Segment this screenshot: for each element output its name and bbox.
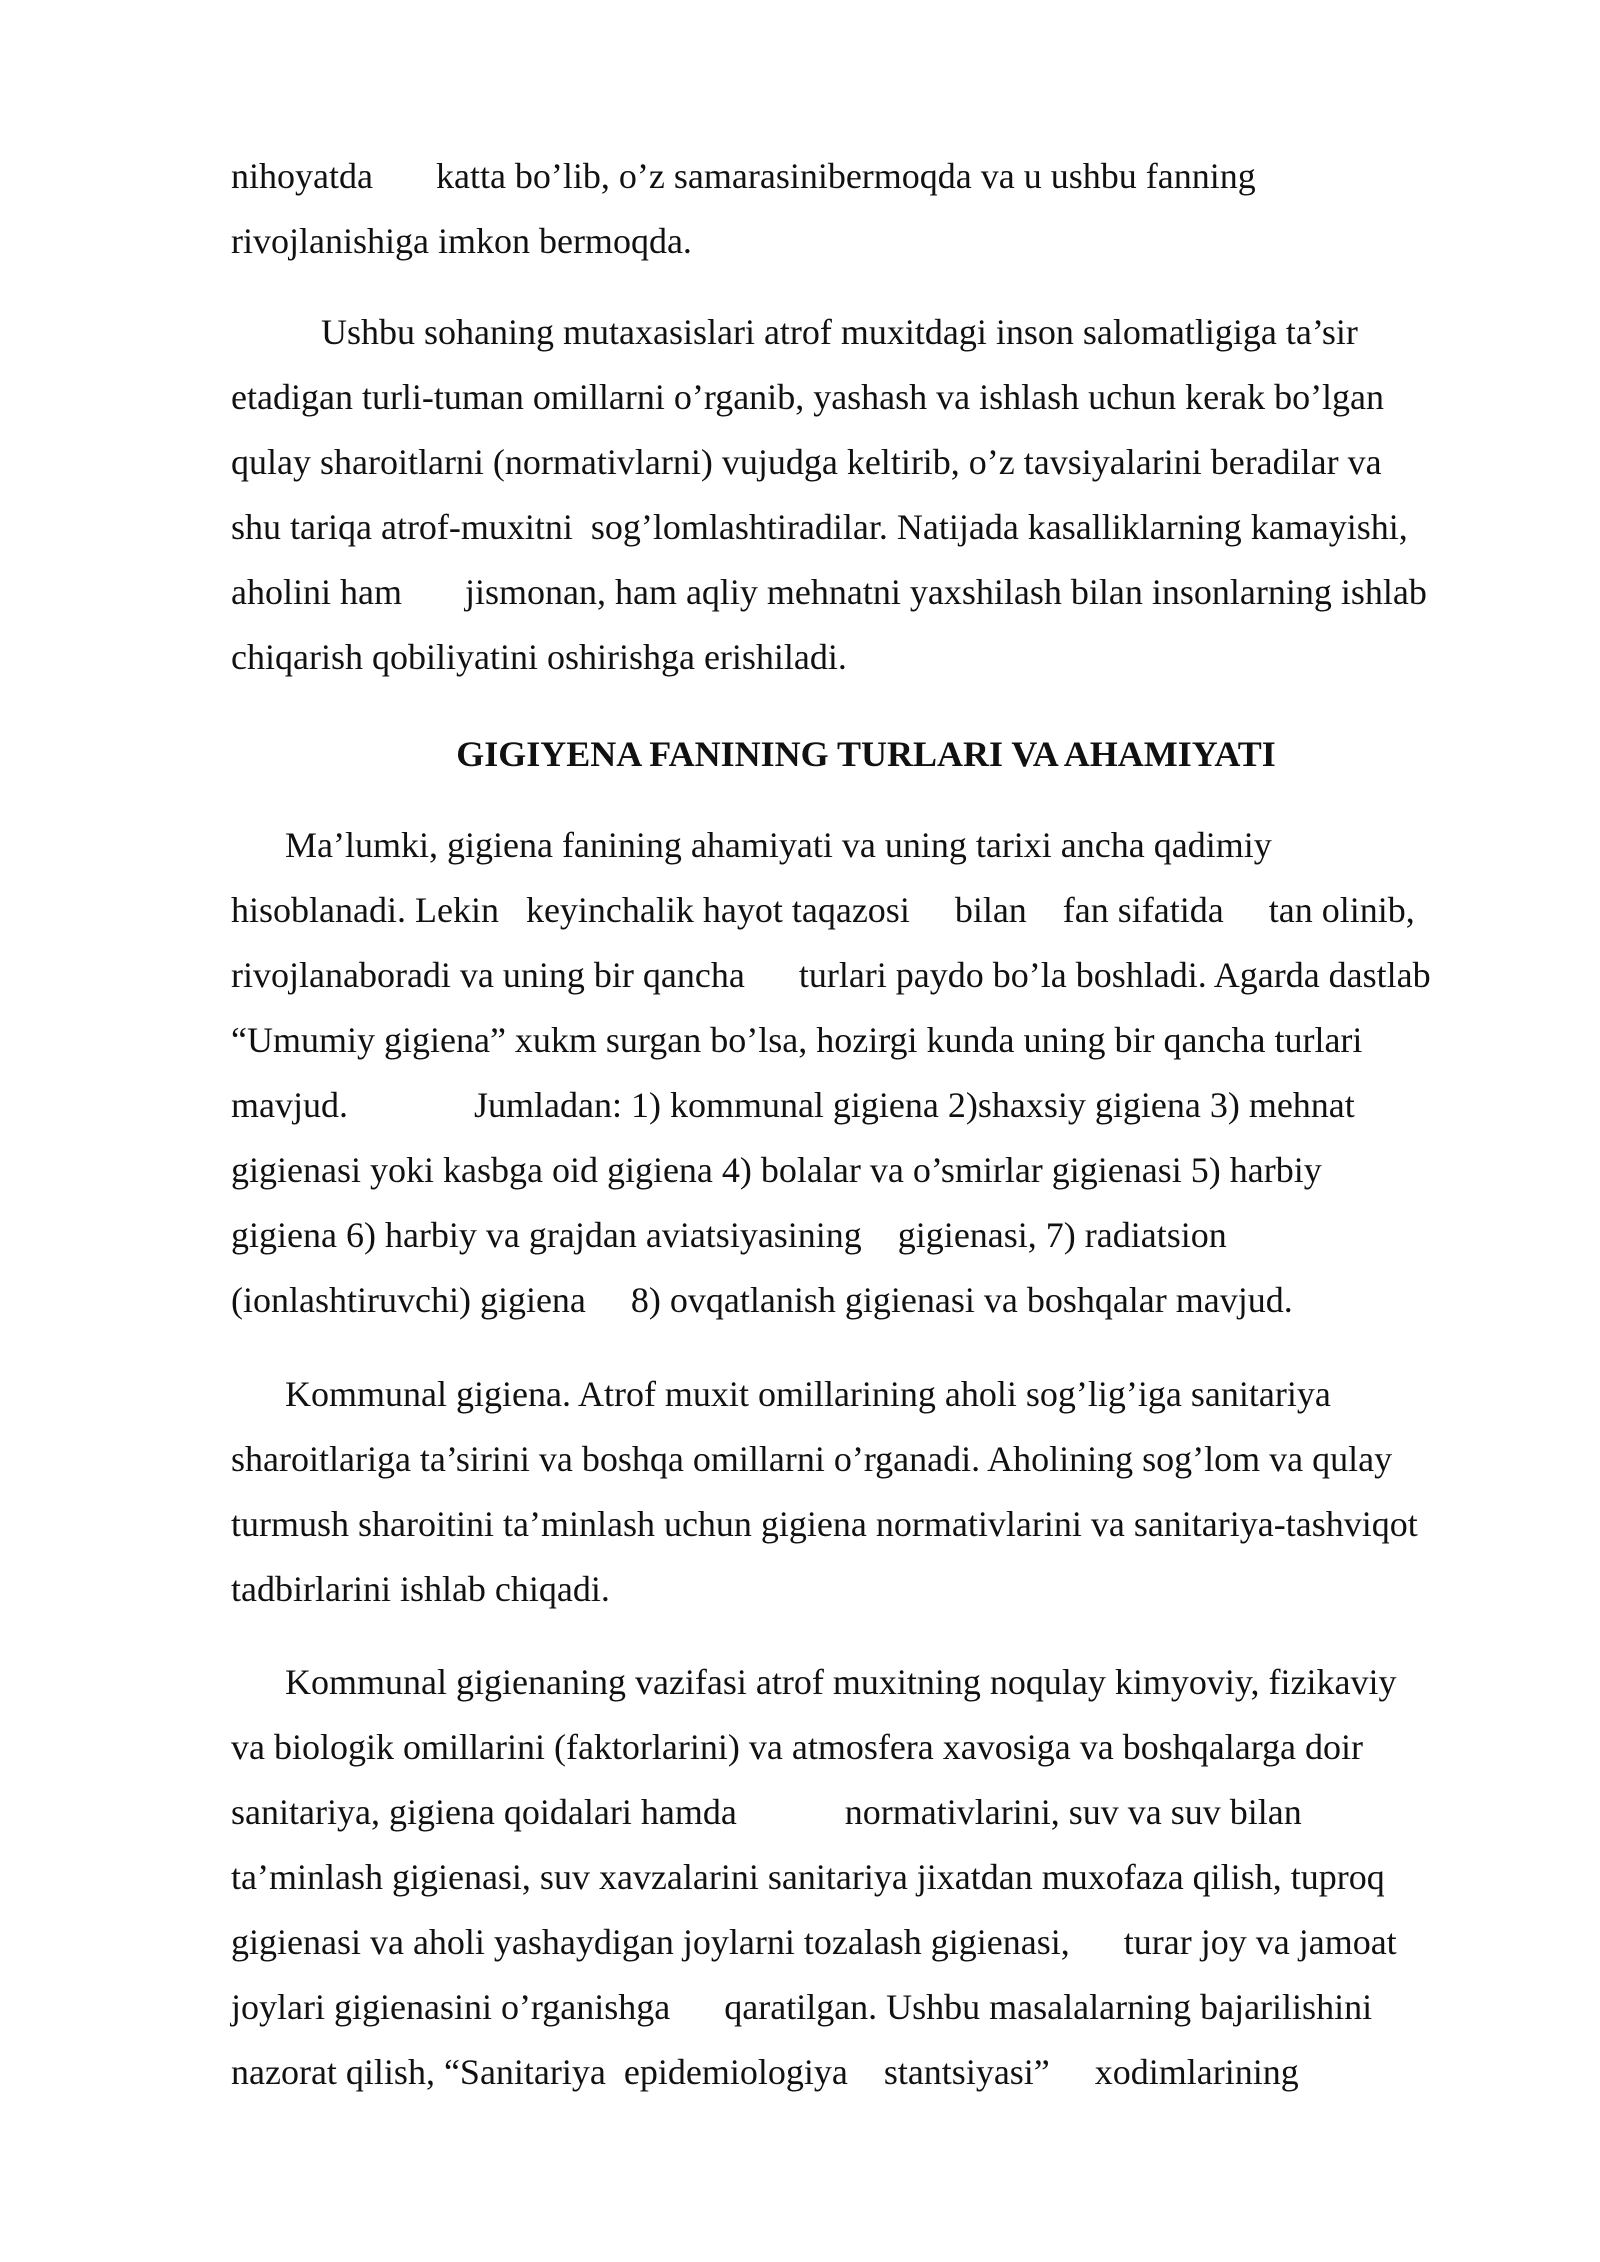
paragraph-3 — [231, 813, 1511, 1333]
text-line: shu tariqa atrof-muxitni sog’lomlashtiradilar. Natijada kasalliklarning kamayishi, — [231, 507, 1408, 547]
text-line: turmush sharoitini ta’minlash uchun gigiena normativlarini va sanitariya-tashviqot — [231, 1504, 1418, 1544]
text-line: va biologik omillarini (faktorlarini) va atmosfera xavosiga va boshqalarga doir — [231, 1727, 1363, 1767]
text-line: nazorat qilish, “Sanitariya epidemiologiya stantsiyasi” xodimlarining — [231, 2052, 1299, 2092]
text-line: “Umumiy gigiena” xukm surgan bo’lsa, hozirgi kunda uning bir qancha turlari — [231, 1020, 1363, 1060]
text-line: tadbirlarini ishlab chiqadi. — [231, 1569, 610, 1609]
text-line: qulay sharoitlarni (normativlarni) vujudga keltirib, o’z tavsiyalarini beradilar va — [231, 442, 1382, 482]
text-line: Kommunal gigienaning vazifasi atrof muxitning noqulay kimyoviy, fizikaviy — [231, 1662, 1397, 1702]
text-line: rivojlanaboradi va uning bir qancha turlari paydo bo’la boshladi. Agarda dastlab — [231, 955, 1431, 995]
text-line: (ionlashtiruvchi) gigiena 8) ovqatlanish gigienasi va boshqalar mavjud. — [231, 1280, 1293, 1320]
text-line: chiqarish qobiliyatini oshirishga erishiladi. — [231, 637, 847, 677]
text-line: mavjud. Jumladan: 1) kommunal gigiena 2)shaxsiy gigiena 3) mehnat — [231, 1085, 1355, 1125]
text-line: gigienasi yoki kasbga oid gigiena 4) bolalar va o’smirlar gigienasi 5) harbiy — [231, 1150, 1322, 1190]
text-line: sharoitlariga ta’sirini va boshqa omillarni o’rganadi. Aholining sog’lom va qulay — [231, 1439, 1393, 1479]
text-line: gigiena 6) harbiy va grajdan aviatsiyasining gigienasi, 7) radiatsion — [231, 1215, 1227, 1255]
text-line: Kommunal gigiena. Atrof muxit omillarining aholi sog’lig’iga sanitariya — [231, 1374, 1331, 1414]
text-line: nihoyatda katta bo’lib, o’z samarasinibermoqda va u ushbu fanning — [231, 156, 1256, 196]
paragraph-5 — [231, 1650, 1511, 2105]
paragraph-1 — [231, 144, 1511, 274]
text-line: hisoblanadi. Lekin keyinchalik hayot taqazosi bilan fan sifatida tan olinib, — [231, 890, 1415, 930]
paragraph-4 — [231, 1362, 1511, 1622]
paragraph-2 — [231, 300, 1511, 690]
text-line: Ushbu sohaning mutaxasislari atrof muxitdagi inson salomatligiga ta’sir — [231, 312, 1358, 352]
text-line: joylari gigienasini o’rganishga qaratilgan. Ushbu masalalarning bajarilishini — [231, 1987, 1373, 2027]
text-line: gigienasi va aholi yashaydigan joylarni tozalash gigienasi, turar joy va jamoat — [231, 1922, 1397, 1962]
section-heading: GIGIYENA FANINING TURLARI VA AHAMIYATI — [456, 734, 1276, 774]
text-line: ta’minlash gigienasi, suv xavzalarini sanitariya jixatdan muxofaza qilish, tuproq — [231, 1857, 1385, 1897]
text-line: aholini ham jismonan, ham aqliy mehnatni yaxshilash bilan insonlarning ishlab — [231, 572, 1427, 612]
text-line: etadigan turli-tuman omillarni o’rganib, yashash va ishlash uchun kerak bo’lgan — [231, 377, 1385, 417]
text-line: rivojlanishiga imkon bermoqda. — [231, 221, 692, 261]
text-line: Ma’lumki, gigiena fanining ahamiyati va uning tarixi ancha qadimiy — [231, 825, 1272, 865]
text-line: sanitariya, gigiena qoidalari hamda normativlarini, suv va suv bilan — [231, 1792, 1302, 1832]
